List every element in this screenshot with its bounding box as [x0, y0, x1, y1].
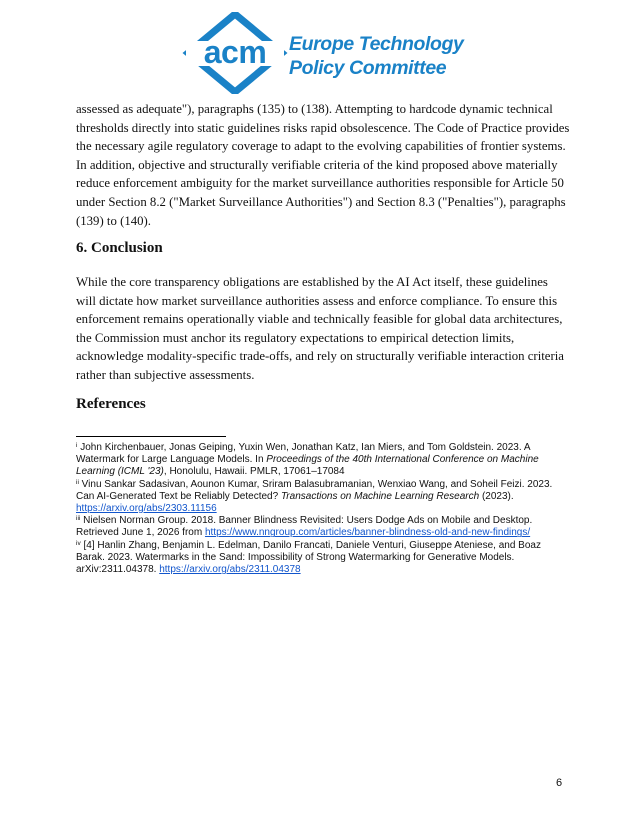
endnote-marker: iii: [76, 515, 81, 523]
endnote-marker: ii: [76, 478, 79, 486]
endnote-marker: iv: [76, 539, 81, 547]
logo-line-1: Europe Technology: [289, 33, 464, 55]
endnote-1: [76, 442, 568, 479]
logo-wordmark: [289, 32, 464, 80]
endnote-text: John Kirchenbauer, Jonas Geiping, Yuxin Wen, Jonathan Katz, Ian Miers, and Tom Goldstein. 2023. A Watermark for Large Language Models. In: [76, 442, 530, 466]
endnote-venue: Proceedings of the 40th International Conference on Machine Learning (ICML '23): [76, 454, 539, 478]
footnote-divider: [76, 436, 226, 437]
endnote-4: [76, 540, 568, 577]
endnote-text-tail: , Honolulu, Hawaii. PMLR, 17061–17084: [163, 466, 345, 478]
acm-europe-tpc-logo: [180, 12, 470, 94]
endnote-text: Vinu Sankar Sadasivan, Aounon Kumar, Sriram Balasubramanian, Wenxiao Wang, and Soheil Feizi. 2023. Can AI-Generated Text be Reliably Detected?: [76, 478, 553, 502]
logo-line-2: Policy Committee: [289, 57, 447, 79]
references-heading: References: [76, 396, 146, 412]
endnotes-list: [76, 442, 568, 576]
endnote-link[interactable]: https://arxiv.org/abs/2303.11156: [76, 503, 217, 515]
page-number: 6: [556, 777, 563, 789]
acm-diamond-logo-icon: [180, 12, 290, 94]
endnote-link[interactable]: https://arxiv.org/abs/2311.04378: [159, 564, 301, 576]
endnote-text: Nielsen Norman Group. 2018. Banner Blindness Revisited: Users Dodge Ads on Mobile and Desktop. Retrieved June 1, 2026 from: [76, 515, 533, 539]
logo-mark-text: acm: [203, 34, 267, 70]
conclusion-paragraph: While the core transparency obligations are established by the AI Act itself, these guidelines will dictate how market surveillance authorities assess and enforce compliance. To ensure this enforcement remains operationally viable and technically feasible for global data architectures, the Commission must anchor its regulatory expectations to empirical detection limits, acknowledge modality-specific trade-offs, and rely on structurally verifiable interaction criteria rather than subjective assessments.: [76, 275, 564, 382]
endnote-3: [76, 515, 568, 539]
endnote-marker: i: [76, 442, 78, 449]
endnote-link-prefix: (2023).: [479, 490, 514, 502]
endnote-venue: Transactions on Machine Learning Research: [280, 490, 480, 502]
endnote-text: [4] Hanlin Zhang, Benjamin L. Edelman, Danilo Francati, Daniele Venturi, Giuseppe Ateniese, and Boaz Barak. 2023. Watermarks in the Sand: Impossibility of Strong Watermarking for Generative Models. arXiv:2311.04378.: [76, 539, 541, 576]
endnote-link[interactable]: https://www.nngroup.com/articles/banner-blindness-old-and-new-findings/: [204, 527, 531, 539]
conclusion-heading: 6. Conclusion: [76, 240, 163, 256]
intro-paragraph: assessed as adequate"), paragraphs (135) to (138). Attempting to hardcode dynamic technical thresholds directly into static guidelines risks rapid obsolescence. The Code of Practice provides the necessary agile regulatory coverage to adapt to the evolving capabilities of frontier systems. In addition, objective and structurally verifiable criteria of the kind proposed above materially reduce enforcement ambiguity for the market surveillance authorities responsible for Article 50 under Section 8.2 ("Market Surveillance Authorities") and Section 8.3 ("Penalties"), paragraphs (139) to (140).: [76, 102, 570, 228]
endnote-2: [76, 479, 568, 516]
